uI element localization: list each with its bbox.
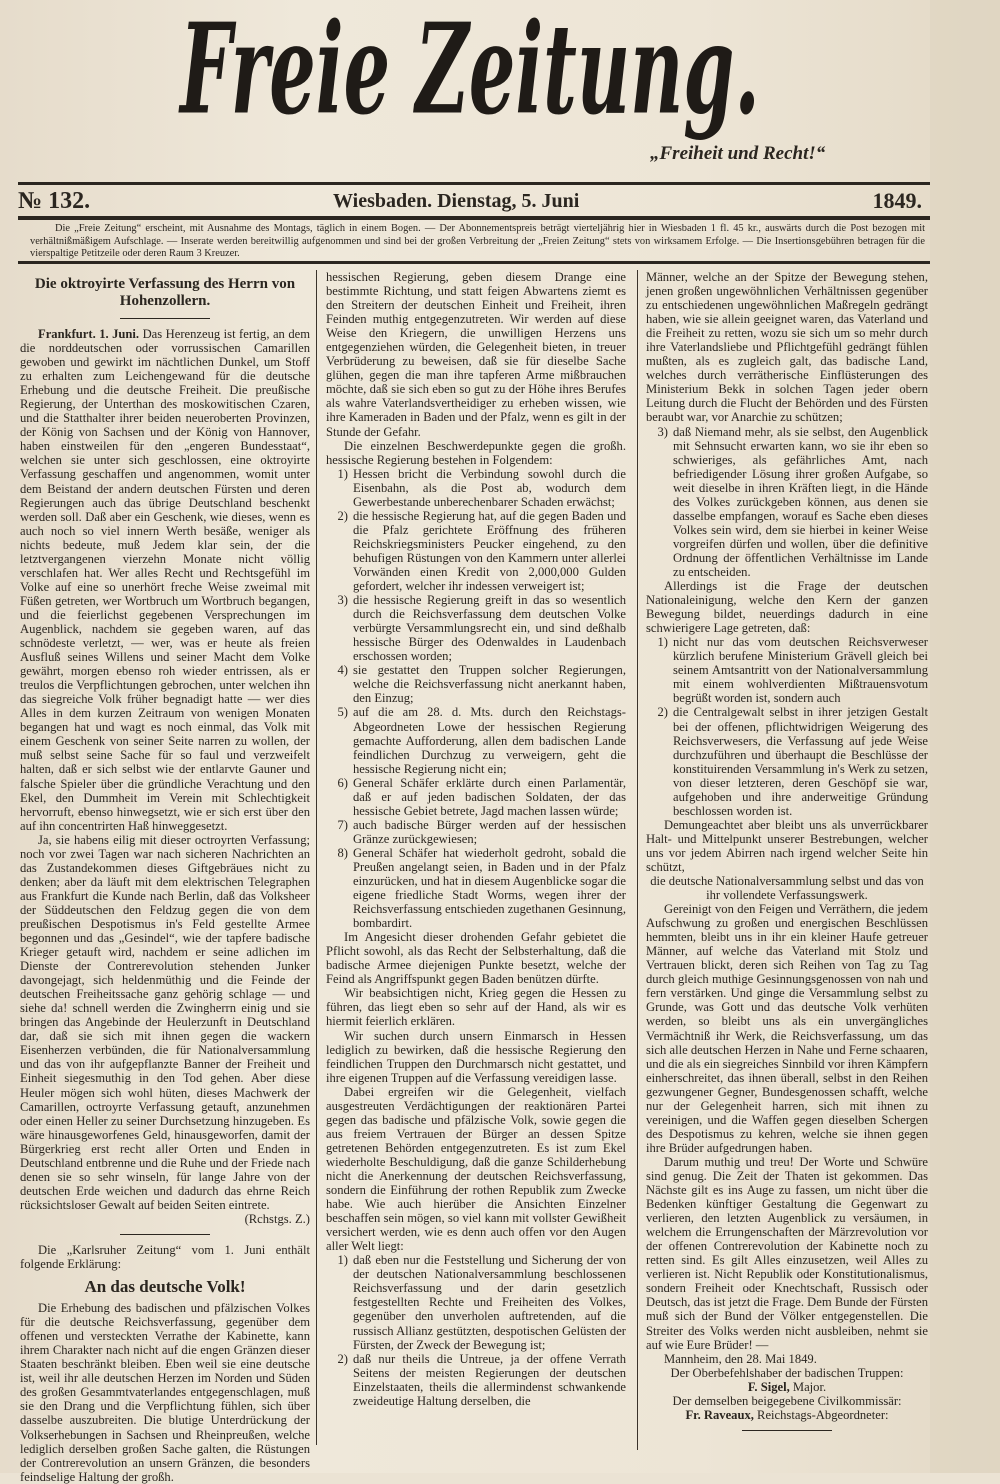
article-title: Die oktroyirte Verfassung des Herrn von Hohenzollern.: [34, 276, 296, 309]
paragraph-text: Reichstags-Abgeordneter:: [753, 1407, 889, 1422]
item-number: 2): [337, 508, 348, 523]
paragraph-text: Gereinigt von den Feigen und Verräthern, die jedem Aufschwung zu großen und energischen Beschlüssen hemmten, bleibt uns in ihr ein kleiner Haufe getreuer Männer, auf welche das Vaterland mit Stolz und Vertrauen blickt, deren sich Reihen von Tag zu Tag durch gleich muthige Gesinnungsgenossen von nah und fern verstärken. Und ginge die Versammlung selbst zu Grunde, was Gott und das deutsche Volk verhüten werden, so bleibt uns als ein unvergängliches Vermächtniß ihr Werk, die Reichsverfassung, um das sich alle deutschen Herzen in Nahe und Ferne schaaren, und die als ein siegreiches Sinnbild vor ihren Kämpfern einherschreitet, das ihnen überall, selbst in den Reihen gezwungener Gegner, Bundesgenossen schafft, welche nur der Gelegenheit harren, sich mit ihnen zu vereinigen, und die Waffen gegen dieselben Schergen des Despotismus zu kehren, welche sie ihnen gegen ihre Brüder aufgedrungen haben.: [646, 902, 928, 1155]
paragraph-text: Männer, welche an der Spitze der Bewegung stehen, jenen großen ungewöhnlichen Verhältnissen gegenüber zu entschiedenen ungewöhnlichen Maßregeln gedrängt haben, wie sie allein geeignet waren, das Vaterland und die Freiheit zu retten, wozu sie sich um so mehr durch ihre Vaterlandsliebe und Pflichtgefühl gedrängt fühlen mußten, als es zugleich galt, das badische Land, welches durch verrätherische Einflüsterungen des Ministerium Bekk in solchen Tagen jeder obern Leitung durch die Flucht der Behörden und des Fürsten beraubt war, vor Anarchie zu schützen;: [646, 270, 928, 425]
paragraph: [646, 818, 928, 874]
source-citation: (Rchstgs. Z.): [244, 1211, 310, 1226]
paragraph: [646, 902, 928, 1155]
numbered-item: [326, 509, 626, 593]
paragraph-text: Demungeachtet aber bleibt uns als unverrückbarer Halt- und Mittelpunkt unserer Bestrebungen, welcher uns vor jedem Abirren nach irgend welcher Seite hin schützt,: [646, 817, 928, 874]
paragraph: [646, 270, 928, 425]
issue-place-date: Wiesbaden. Dienstag, 5. Juni: [333, 190, 580, 212]
item-number: 3): [337, 593, 348, 608]
paragraph-text: Die einzelnen Beschwerdepunkte gegen die großh. hessische Regierung bestehen in Folgendem:: [326, 438, 626, 467]
masthead-rule: [18, 182, 930, 185]
paragraph: [646, 1352, 928, 1366]
dateline-lead: Frankfurt. 1. Juni.: [38, 327, 140, 341]
item-text: daß nur theils die Untreue, ja der offene Verrath Seitens der meisten Regierungen der deutschen Einzelstaaten, theils die allermindenst schwankende zweideutige Haltung derselben, die: [353, 1351, 626, 1408]
numbered-item: [326, 593, 626, 663]
paragraph: [326, 930, 626, 986]
item-text: nicht nur das vom deutschen Reichsverweser kürzlich berufene Ministerium Grävell gleich bei seinem Amtsantritt von der Nationalversammlung mit einem wohlverdienten Mißtrauensvotum begrüßt worden ist, sondern auch: [673, 635, 928, 706]
item-text: die hessische Regierung greift in das so wesentlich durch die Reichsverfassung dem deutschen Volke verbürgte Versammlungsrecht ein, und sind deßhalb hessische Bürger des Odenwaldes in Laudenbach erschossen worden;: [353, 593, 626, 664]
item-text: die hessische Regierung hat, auf die gegen Baden und die Pfalz gerichtete Eröffnung des früheren Reichskriegsministers Peucker eingehend, zu den behufigen Rüstungen von den Kammern unter allerlei Vorwänden einen Kredit von 2,000,000 Gulden gefordert, welcher ihr indessen verweigert ist;: [353, 508, 626, 594]
signature-line: [646, 1408, 928, 1422]
numbered-item: [326, 467, 626, 509]
item-number: 1): [657, 635, 668, 650]
masthead-motto: „Freiheit und Recht!“: [650, 143, 826, 164]
item-text: General Schäfer erklärte durch einen Parlamentär, daß er auf jeden badischen Soldaten, der das hessische Gebiet betrete, Jagd machen lassen würde;: [353, 775, 626, 818]
item-text: daß eben nur die Feststellung und Sicherung der von der deutschen Nationalversammlung beschlossenen Reichsverfassung und der darin gesetzlich festgestellten Rechte und Freiheiten des Volkes, gegenüber den unverholen auftretenden, auf die russisch Allianz gestützten, despotischen Gelüsten der Fürsten, der Zweck der Bewegung ist;: [353, 1253, 626, 1352]
centered-statement: die deutsche Nationalversammlung selbst und das von ihr vollendete Verfassungswerk.: [650, 874, 924, 903]
signature-line: [646, 1394, 928, 1408]
paragraph-text: Darum muthig und treu! Der Worte und Schwüre sind genug. Die Zeit der Thaten ist gekommen. Das Nächste gilt es ins Auge zu fassen, um nicht über die Bedenken künftiger Gestaltung die Gegenwart zu verlieren, den letzten Augenblick zu versäumen, in welchem die Errungenschaften der Märzrevolution vor der offenen Contrerevolution der Kabinette noch zu retten sind. Es gilt Alles einzusetzen, weil Alles zu verlieren ist. Nicht Republik oder Konstitutionalismus, sondern Freiheit oder Knechtschaft, Russisch oder Deutsch, das ist jetzt die Frage. Dem Bunde der Fürsten muß sich der Bund der Völker entgegenstellen. Die Streiter des Volks werden nicht ausbleiben, nehmt sie auf wie Eure Brüder! —: [646, 1154, 928, 1352]
item-number: 2): [657, 705, 668, 720]
paragraph-text: Die Erhebung des badischen und pfälzischen Volkes für die deutsche Reichsverfassung, gegenüber dem offenen und versteckten Verrathe der Kabinette, kann ihrem Charakter nach nicht auf die engen Gränzen dieser Staaten beschränkt bleiben. Eben weil sie eine deutsche ist, weil ihr alle deutschen Herzen im Norden und Süden des großen Gesammtvaterlandes entgegenschlagen, muß sie den Drang und die Verpflichtung fühlen, sich über dasselbe auszubreiten. Die blutige Unterdrückung der Volkserhebungen in Sachsen und Rheinpreußen, welche lediglich derselben großen Sache galten, die Rüstungen der Contrerevolution an unsern Gränzen, die besonders feindselige Haltung der großh.: [20, 1301, 310, 1484]
notice-rule: [18, 261, 930, 264]
item-number: 4): [337, 663, 348, 678]
issue-year: 1849.: [872, 188, 922, 213]
paragraph-text: Der Oberbefehlshaber der badischen Truppen:: [670, 1365, 904, 1380]
paragraph: [20, 327, 310, 833]
item-text: sie gestattet den Truppen solcher Regierungen, welche die Reichsverfassung nicht anerkannt haben, den Einzug;: [353, 663, 626, 706]
subscription-notice: Die „Freie Zeitung“ erscheint, mit Ausnahme des Montags, täglich in einem Bogen. — Der Abonnementspreis beträgt vierteljährig hier in Wiesbaden 1 fl. 45 kr., auswärts durch die Post bezogen mit verhältnißmäßigem Aufschlage. — Inserate werden bereitwillig aufgenommen und sind bei der großen Verbreitung der „Freien Zeitung“ stets von wirksamem Erfolge. — Die Insertionsgebühren betragen für die vierspaltige Petitzeile oder deren Raum 3 Kreuzer.: [30, 223, 925, 259]
paragraph-text: hessischen Regierung, geben diesem Drange eine bestimmte Richtung, und statt feigen Abwartens ziemt es den Streitern der deutschen Einheit und Freiheit, ihren Feinden muthig entgegenzutreten. Wir werden auf diese Weise den Kriegern, die unwilligen Herzens uns entgegenziehen würden, die Gelegenheit bieten, in treuer Verbrüderung zu beweisen, daß sie für dieselbe Sache glühen, gegen die man ihre tapferen Arme mißbrauchen möchte, daß sie sich eben so gut zu der Höhe ihres Berufes als wahre Vaterlandsvertheidiger zu erheben wissen, wie ihre Kameraden in Baden und der Pfalz, wenn es gilt in der Stunde der Gefahr.: [326, 270, 626, 439]
item-number: 5): [337, 705, 348, 720]
paragraph-text: Die „Karlsruher Zeitung“ vom 1. Juni enthält folgende Erklärung:: [20, 1243, 310, 1272]
item-text: daß Niemand mehr, als sie selbst, den Augenblick mit Sehnsucht erwarten kann, wo sie ihr eben so schwieriges, als gefährliches Amt, nach befriedigender Lösung ihrer großen Aufgabe, so weit dieselbe in ihren Kräften liegt, in die Hände des Volkes zurückgeben können, aus denen sie dasselbe empfangen, worauf es Sache eben dieses Volkes sein wird, dem sie hierbei in keiner Weise vorgreifen dürfen und wollen, über die definitive Ordnung der öffentlichen Verhältnisse im Lande zu entscheiden.: [673, 424, 928, 579]
issue-number: № 132.: [18, 188, 91, 214]
column-divider: [316, 270, 317, 1445]
masthead-title: Freie Zeitung.: [180, 0, 760, 143]
item-text: Hessen bricht die Verbindung sowohl durch die Eisenbahn, als die Post ab, wodurch dem Gewerbestande unberechenbarer Schaden erwächst;: [353, 466, 626, 509]
paragraph-text: Das Herenzeug ist fertig, an dem die norddeutschen oder vorrussischen Camarillen gewoben und gewirkt im nächtlichen Dunkel, um Stoff zu erhalten zum Leichengewand für die deutsche Erhebung und die deutsche Freiheit. Die preußische Regierung, der Unterthan des moskowitischen Czaren, und die Statthalter ihrer beiden neueroberten Provinzen, der König von Sachsen und der König von Hannover, haben einstweilen für den „engeren Bundesstaat“, welchen sie unter sich geschlossen, eine oktroyirte Verfassung geschaffen und angenommen, womit unter dem Beistand der andern deutschen Fürsten und deren Regierungen auch das übrige Deutschland beschenkt werden soll. Daß aber ein Geschenk, wie dieses, wenn es auch noch so viel innern Werth besäße, weniger als nichts bedeute, muß Jedem klar sein, der die letztvergangenen vierzehn Monate nicht völlig verschlafen hat. Wer alles Recht und Rechtsgefühl im Volke auf eine so unerhört freche Weise zweimal mit Füßen getreten, wer Wortbruch um Wortbruch begangen, und die feierlichst gegebenen Versprechungen im Augenblick, nachdem sie gegeben waren, auf das schnödeste verletzt, — wer, was er heute als freien Ausfluß seines Willens und seiner Macht dem Volke gewährt, morgen ebenso roh wieder entrissen, als er treulos die Verpflichtungen gebrochen, unter welchen ihn das siegreiche Volk früher begnadigt hatte — wer dies Alles in dem kurzen Zeitraum von wenigen Monaten begangen hat und wagt es noch einmal, das Volk mit einem Geschenk von seiner Seite narren zu wollen, der muß selbst seine Sache für so faul und verzweifelt halten, daß er sich selbst wie der entlarvte Gauner und falsche Spieler über die gründliche Verachtung und den Ekel, den Dummheit im Verein mit Schlechtigkeit hervorruft, ebenso hinwegsetzt, wie er sich erst über den auf ihn concentrirten Haß hinweggesetzt.: [20, 327, 311, 833]
item-number: 6): [337, 775, 348, 790]
paragraph-text: Mannheim, den 28. Mai 1849.: [664, 1351, 817, 1366]
column-divider: [637, 270, 638, 1450]
paragraph: [326, 1085, 626, 1254]
numbered-item: [326, 705, 626, 775]
paragraph: [20, 1301, 310, 1484]
section-divider: [120, 1234, 210, 1235]
item-number: 2): [337, 1351, 348, 1366]
section-divider: [742, 1430, 832, 1431]
numbered-item: [646, 705, 928, 817]
page-edge-bleedthrough: [930, 0, 1000, 1473]
dateline-lead: Fr. Raveaux,: [685, 1407, 754, 1422]
numbered-item: [326, 846, 626, 930]
paragraph-text: Allerdings ist die Frage der deutschen Nationaleinigung, welche den Kern der ganzen Bewegung bildet, neuerdings dadurch in eine schwierigere Lage getreten, daß:: [646, 579, 928, 636]
item-number: 8): [337, 845, 348, 860]
numbered-item: [326, 818, 626, 846]
paragraph: [20, 1243, 310, 1271]
paragraph-text: Dabei ergreifen wir die Gelegenheit, vielfach ausgestreuten Verdächtigungen der reaktionären Partei gegen das badische und pfälzische Volk, sowie gegen die aus freiem Vertrauen der Bürger an dessen Spitze getretenen Behörden entgegenzutreten. Es ist zum Ekel wiederholte Beschuldigung, daß die ganze Schilderhebung nicht die Anerkennung der deutschen Reichsverfassung, sondern die Einführung der rothen Republik zum Zwecke habe. Wie auch hierüber die Ansichten Einzelner beschaffen sein mögen, so viel kann mit vollster Gewißheit versichert werden, wie es denn auch offen vor den Augen aller Welt liegt:: [326, 1084, 626, 1254]
issue-line: [18, 188, 930, 214]
paragraph: [646, 579, 928, 635]
paragraph-text: Im Angesicht dieser drohenden Gefahr gebietet die Pflicht sowohl, als das Recht der Selbsterhaltung, daß die badische Armee diejenigen Punkte besetzt, welche der Feind als Angriffspunkt gegen Baden benützen dürfte.: [326, 930, 626, 987]
paragraph-text: Ja, sie habens eilig mit dieser octroyrten Verfassung; noch vor zwei Tagen war nach sicheren Nachrichten an das Zustandekommen dieses Giftgebräues nicht zu denken; aber da läuft mit dem elektrischen Telegraphen aus Frankfurt die Kunde nach Berlin, daß das Volksheer der Süddeutschen den Feldzug gegen die von dem preußischen Despotismus in's Feld gestellte Armee begonnen und das „Gesindel“, wie der tapfere badische Krieger getauft wird, nachdem er seine adlichen im Dienste der Contrerevolution stehenden Junker davongejagt, sich heldenmüthig und die Feinde der deutschen Freiheitssache ganz gehörig schlage — und siehe da! schnell werden die Zwingherrn einig und sie bringen das Angebinde der Heulerzunft in Deutschland dar, daß sie sich mit ihnen gegen die wackern Eisenherzen verbünden, die für Nationalversammlung und das von ihr aufgepflanzte Banner der Freiheit und Einheit siegesmuthig in den Tod gehen. Aber diese Heuler mögen sich wohl hüten, dieses Machwerk der Camarillen, octroyrte Verfassung getauft, anzunehmen oder einen Heller zu seiner Durchsetzung hinzugeben. Es wäre hinausgeworfenes Geld, hinausgeworfen, damit der Bürgerkrieg erst recht aller Orten und Enden in Deutschland entbrenne und die Ruhe und der Friede nach denen sie so sehr winseln, für lange Jahre von der deutschen Erde weichen und dadurch das ehrne Reich rücksichtsloser Gewalt auf beiden Seiten eintrete.: [20, 832, 310, 1212]
paragraph: [326, 986, 626, 1028]
paragraph-text: Wir suchen durch unsern Einmarsch in Hessen lediglich zu bewirken, daß die hessische Regierung den feindlichen Truppen den Durchmarsch nicht gestattet, und ihre eigenen Truppen auf die Verfassung vereidigen lasse.: [326, 1028, 626, 1085]
item-number: 3): [657, 424, 668, 439]
item-number: 1): [337, 1253, 348, 1268]
item-text: auch badische Bürger werden auf der hessischen Gränze zurückgewiesen;: [353, 817, 626, 846]
column-1: [20, 270, 311, 1484]
signature-line: [646, 1380, 928, 1394]
issue-rule: [18, 216, 930, 220]
item-text: auf die am 28. d. Mts. durch den Reichstags-Abgeordneten Lowe der hessischen Regierung gemachte Aufforderung, allen dem badischen Lande feindlichen Durchzug zu verweigern, geht die hessische Regierung nicht ein;: [353, 705, 626, 776]
paragraph-text: Der demselben beigegebene Civilkommissär:: [672, 1393, 902, 1408]
numbered-item: [646, 425, 928, 580]
paragraph: [326, 439, 626, 467]
item-text: General Schäfer hat wiederholt gedroht, sobald die Preußen angelangt seien, in Baden und in der Pfalz einzurücken, und hat in diesem Augenblicke sogar die eigene friedliche Stadt Worms, wegen ihrer der Reichsverfassung entschieden zugethanen Gesinnung, bombardirt.: [353, 845, 626, 931]
paragraph-text: Wir beabsichtigen nicht, Krieg gegen die Hessen zu führen, das liegt eben so sehr auf der Hand, als wir es hiermit feierlich erklären.: [326, 986, 626, 1029]
paragraph: [20, 833, 310, 1212]
numbered-item: [326, 776, 626, 818]
numbered-item: [326, 1352, 626, 1408]
paragraph: [326, 270, 626, 439]
paragraph: [646, 1155, 928, 1352]
column-3: [646, 270, 928, 1460]
column-2: [326, 270, 626, 1460]
item-number: 7): [337, 817, 348, 832]
proclamation-heading: An das deutsche Volk!: [84, 1277, 246, 1297]
signature-line: [646, 1366, 928, 1380]
numbered-item: [326, 1253, 626, 1351]
paragraph-text: Major.: [789, 1379, 827, 1394]
item-number: 1): [337, 466, 348, 481]
numbered-item: [646, 635, 928, 705]
numbered-item: [326, 663, 626, 705]
section-divider: [120, 318, 210, 319]
item-text: die Centralgewalt selbst in ihrer jetzigen Gestalt bei der offenen, pflichtwidrigen Weigerung des Reichsverwesers, die Verfassung auf jede Weise durchzuführen und überhaupt die Beschlüsse der konstituirenden Versammlung in's Werk zu setzen, von dieser letzteren, deren Geschöpf sie war, aufgehoben und ihre anderweitige Gründung beschlossen worden ist.: [673, 705, 928, 818]
dateline-lead: F. Sigel,: [747, 1379, 790, 1394]
paragraph: [326, 1029, 626, 1085]
